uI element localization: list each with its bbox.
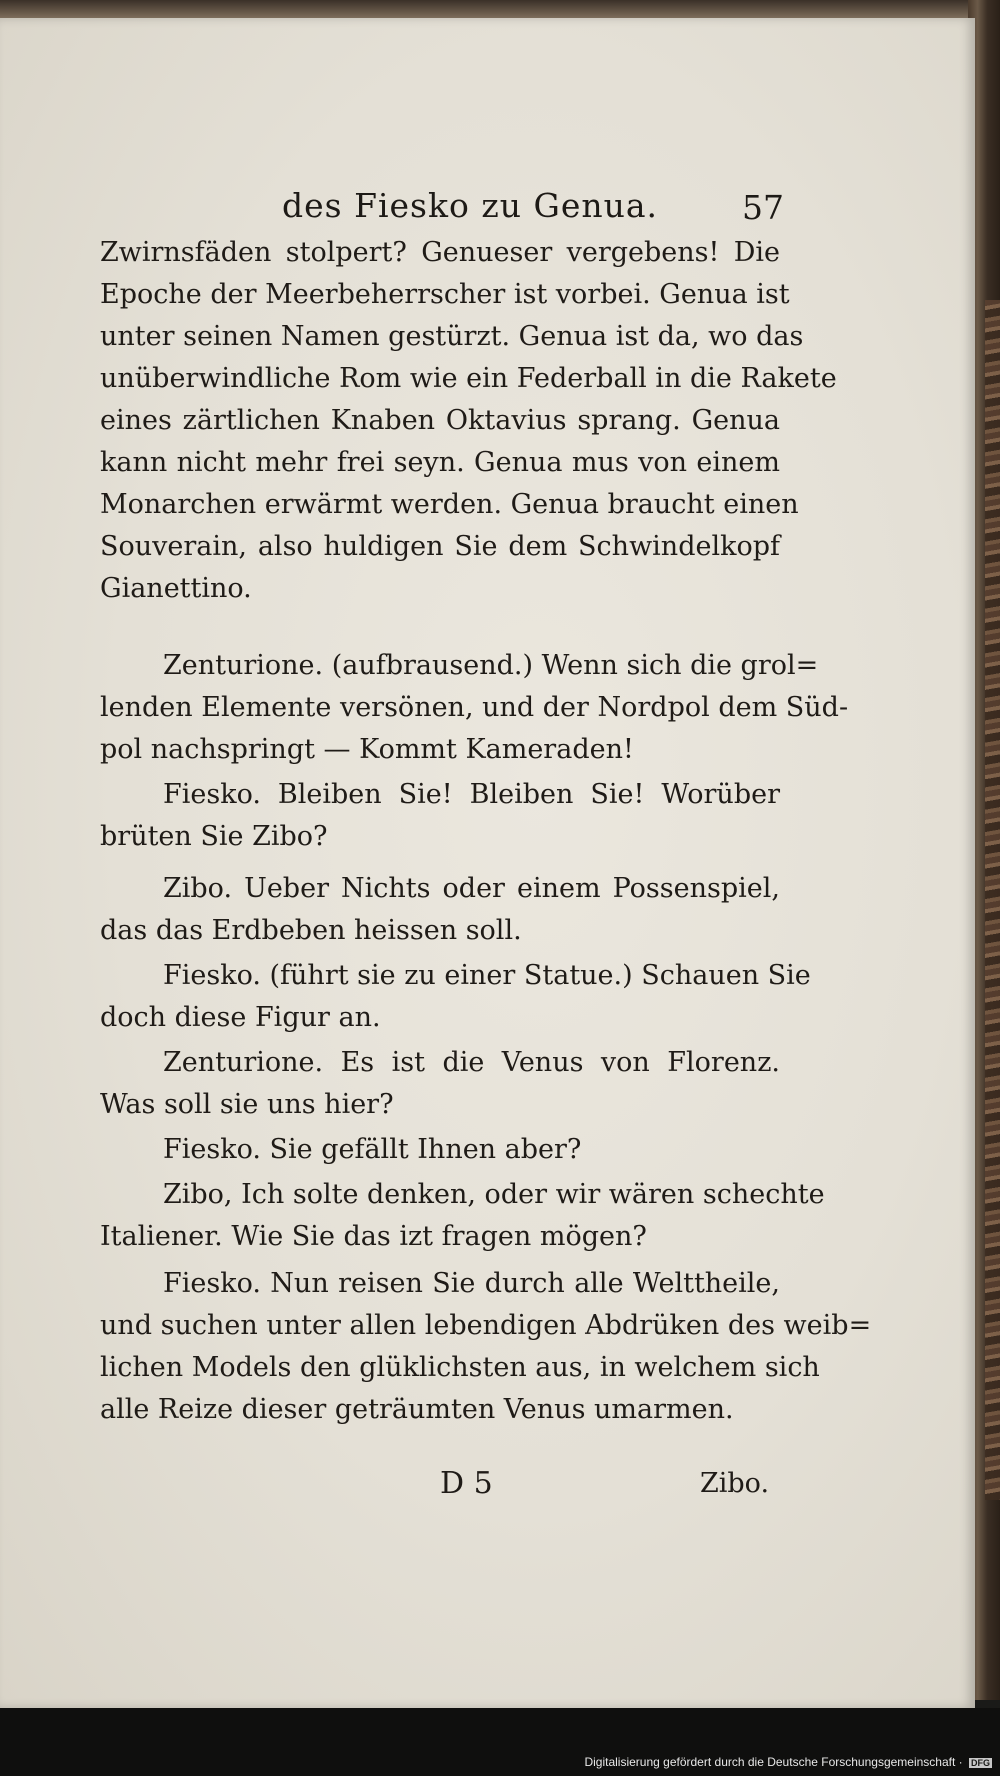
text-line: Zwirnsfäden stolpert? Genueser vergebens! Die	[100, 237, 780, 268]
text-line: kann nicht mehr frei seyn. Genua mus von einem	[100, 447, 780, 478]
text-line: lichen Models den glüklichsten aus, in welchem sich	[100, 1352, 820, 1383]
text-line: eines zärtlichen Knaben Oktavius sprang. Genua	[100, 405, 780, 436]
page-number: 57	[742, 188, 784, 227]
text-line: Souverain, also huldigen Sie dem Schwindelkopf	[100, 531, 780, 562]
text-line: doch diese Figur an.	[100, 1002, 381, 1033]
credit-text: Digitalisierung gefördert durch die Deutsche Forschungsgemeinschaft ·	[584, 1755, 963, 1769]
signature-mark: D 5	[440, 1466, 493, 1501]
text-line: Fiesko. Sie gefällt Ihnen aber?	[163, 1134, 582, 1165]
text-line: Zenturione. Es ist die Venus von Florenz.	[163, 1047, 780, 1078]
catchword: Zibo.	[700, 1468, 770, 1499]
text-line: brüten Sie Zibo?	[100, 821, 328, 852]
text-line: Fiesko. Nun reisen Sie durch alle Welttheile,	[163, 1268, 780, 1299]
text-line: Fiesko. Bleiben Sie! Bleiben Sie! Worüber	[163, 779, 780, 810]
text-line: Fiesko. (führt sie zu einer Statue.) Schauen Sie	[163, 960, 811, 991]
text-line: Italiener. Wie Sie das izt fragen mögen?	[100, 1221, 647, 1252]
text-line: Zenturione. (aufbrausend.) Wenn sich die grol=	[163, 650, 819, 681]
running-title: des Fiesko zu Genua.	[282, 186, 659, 225]
text-line: unüberwindliche Rom wie ein Federball in die Rakete	[100, 363, 837, 394]
text-line: und suchen unter allen lebendigen Abdrüken des weib=	[100, 1310, 872, 1341]
text-line: das das Erdbeben heissen soll.	[100, 915, 522, 946]
dfg-logo: DFG	[971, 1758, 990, 1768]
text-line: Zibo. Ueber Nichts oder einem Possenspiel,	[163, 873, 780, 904]
text-line: Was soll sie uns hier?	[100, 1089, 394, 1120]
text-line: lenden Elemente versönen, und der Nordpol dem Süd-	[100, 692, 849, 723]
marbled-cover-edge	[985, 300, 1000, 1500]
text-line: pol nachspringt — Kommt Kameraden!	[100, 734, 634, 765]
book-page	[0, 18, 975, 1708]
text-line: Epoche der Meerbeherrscher ist vorbei. Genua ist	[100, 279, 790, 310]
text-line: Monarchen erwärmt werden. Genua braucht einen	[100, 489, 799, 520]
text-line: unter seinen Namen gestürzt. Genua ist da, wo das	[100, 321, 804, 352]
text-line: Zibo, Ich solte denken, oder wir wären schechte	[163, 1179, 825, 1210]
text-line: Gianettino.	[100, 573, 252, 604]
page-header	[0, 186, 975, 236]
digitization-credit	[584, 1755, 992, 1769]
text-line: alle Reize dieser geträumten Venus umarmen.	[100, 1394, 734, 1425]
